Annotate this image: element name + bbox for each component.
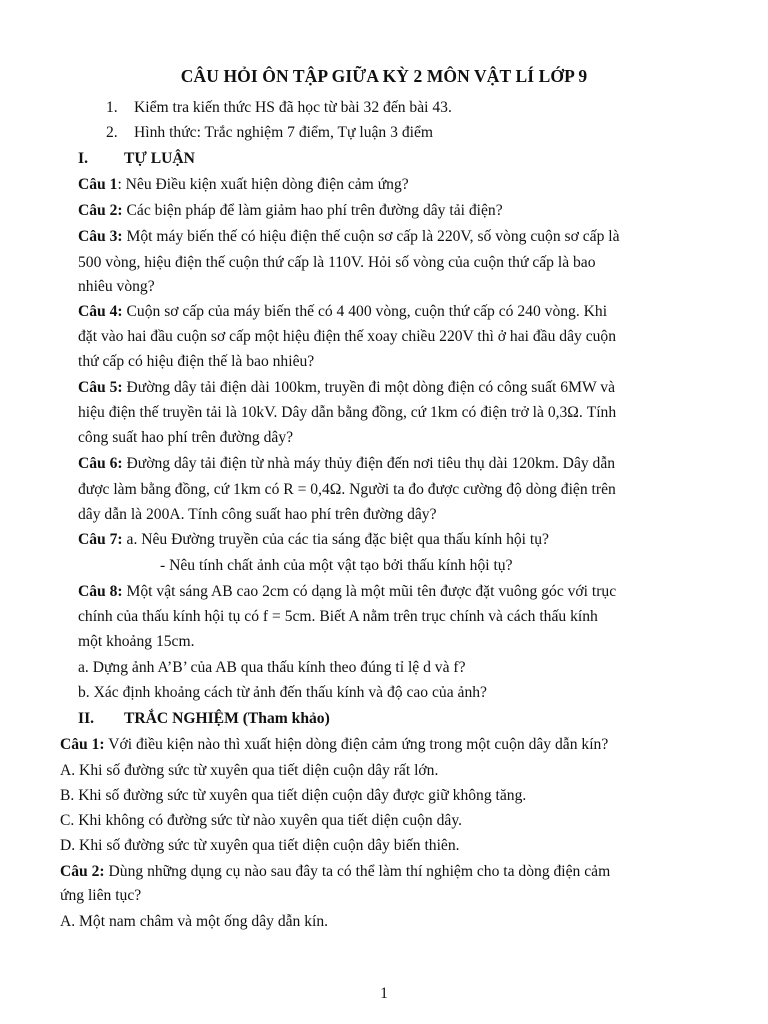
essay-question-4-line-3: thứ cấp có hiệu điện thế là bao nhiêu? — [78, 353, 315, 370]
essay-question-5-line-3: công suất hao phí trên đường dây? — [78, 429, 294, 446]
mc-question-1-option-d: D. Khi số đường sức từ xuyên qua tiết diện cuộn dây biến thiên. — [60, 837, 460, 854]
essay-question-3: Câu 3: Một máy biến thế có hiệu điện thế cuộn sơ cấp là 220V, số vòng cuộn sơ cấp là — [78, 228, 620, 245]
essay-question-6-line-3: dây dẫn là 200A. Tính công suất hao phí trên đường dây? — [78, 506, 437, 523]
essay-question-6: Câu 6: Đường dây tải điện từ nhà máy thủy điện đến nơi tiêu thụ dài 120km. Dây dẫn — [78, 455, 616, 472]
mc-question-1-option-b: B. Khi số đường sức từ xuyên qua tiết diện cuộn dây được giữ không tăng. — [60, 787, 527, 804]
intro-item-1: 1. Kiểm tra kiến thức HS đã học từ bài 32 đến bài 43. — [106, 99, 452, 116]
mc-question-2-line-2: ứng liên tục? — [60, 887, 142, 904]
essay-question-8-line-3: một khoảng 15cm. — [78, 633, 195, 650]
essay-question-3-line-2: 500 vòng, hiệu điện thế cuộn thứ cấp là 110V. Hỏi số vòng của cuộn thứ cấp là bao — [78, 254, 596, 271]
essay-question-7-line-2: - Nêu tính chất ảnh của một vật tạo bởi thấu kính hội tụ? — [160, 557, 513, 574]
mc-question-2: Câu 2: Dùng những dụng cụ nào sau đây ta có thể làm thí nghiệm cho ta dòng điện cảm — [60, 863, 611, 880]
mc-question-1: Câu 1: Với điều kiện nào thì xuất hiện dòng điện cảm ứng trong một cuộn dây dẫn kín? — [60, 736, 609, 753]
essay-question-2: Câu 2: Các biện pháp để làm giảm hao phí trên đường dây tải điện? — [78, 202, 503, 219]
essay-question-5-line-2: hiệu điện thế truyền tải là 10kV. Dây dẫn bằng đồng, cứ 1km có điện trở là 0,3Ω. Tính — [78, 404, 617, 421]
mc-question-2-option-a: A. Một nam châm và một ống dây dẫn kín. — [60, 913, 329, 930]
essay-question-3-line-3: nhiêu vòng? — [78, 278, 155, 295]
page-number: 1 — [380, 985, 388, 1002]
section-heading-multiple-choice: II. TRẮC NGHIỆM (Tham khảo) — [78, 710, 330, 727]
mc-question-1-option-a: A. Khi số đường sức từ xuyên qua tiết diện cuộn dây rất lớn. — [60, 762, 439, 779]
essay-question-8-line-2: chính của thấu kính hội tụ có f = 5cm. Biết A nằm trên trục chính và cách thấu kính — [78, 608, 598, 625]
essay-question-1: Câu 1: Nêu Điều kiện xuất hiện dòng điện cảm ứng? — [78, 176, 409, 193]
essay-question-8: Câu 8: Một vật sáng AB cao 2cm có dạng là một mũi tên được đặt vuông góc với trục — [78, 583, 617, 600]
essay-question-7: Câu 7: a. Nêu Đường truyền của các tia sáng đặc biệt qua thấu kính hội tụ? — [78, 531, 549, 548]
section-heading-essay: I. TỰ LUẬN — [78, 150, 195, 167]
mc-question-1-option-c: C. Khi không có đường sức từ nào xuyên qua tiết diện cuộn dây. — [60, 812, 463, 829]
essay-question-4: Câu 4: Cuộn sơ cấp của máy biến thế có 4 400 vòng, cuộn thứ cấp có 240 vòng. Khi — [78, 303, 608, 320]
essay-question-4-line-2: đặt vào hai đầu cuộn sơ cấp một hiệu điện thế xoay chiều 220V thì ở hai đầu dây cuộn — [78, 328, 617, 345]
intro-item-2: 2. Hình thức: Trắc nghiệm 7 điểm, Tự luận 3 điểm — [106, 124, 434, 141]
essay-question-6-line-2: được làm bằng đồng, cứ 1km có R = 0,4Ω. Người ta đo được cường độ dòng điện trên — [78, 481, 616, 498]
essay-question-8-part-b: b. Xác định khoảng cách từ ảnh đến thấu kính và độ cao của ảnh? — [78, 684, 487, 701]
essay-question-8-part-a: a. Dựng ảnh A’B’ của AB qua thấu kính theo đúng tỉ lệ d và f? — [78, 659, 466, 676]
essay-question-5: Câu 5: Đường dây tải điện dài 100km, truyền đi một dòng điện có công suất 6MW và — [78, 379, 615, 396]
document-title: CÂU HỎI ÔN TẬP GIỮA KỲ 2 MÔN VẬT LÍ LỚP 9 — [180, 66, 588, 86]
